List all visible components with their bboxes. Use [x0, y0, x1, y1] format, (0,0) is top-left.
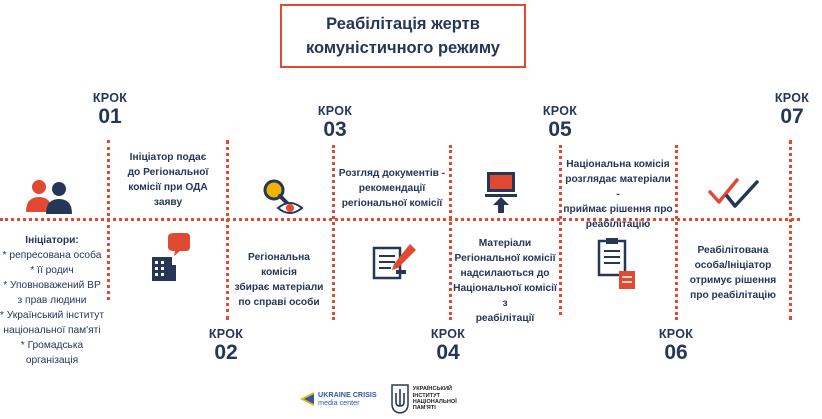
chat-city-icon	[148, 233, 192, 281]
step-01-label: КРОК 01	[92, 91, 128, 128]
step-07-label: КРОК 07	[774, 91, 810, 128]
connector-06	[675, 145, 678, 320]
step-04-text: Матеріали Регіональної комісії надсилаються до Національної комісії з реабілітації	[453, 238, 557, 324]
connector-05	[559, 145, 562, 315]
title-line-1: Реабілітація жертв	[326, 15, 480, 33]
step-05-label: КРОК 05	[542, 104, 578, 141]
step-04-label: КРОК 04	[430, 327, 466, 364]
ukraine-crisis-mark-icon	[300, 392, 314, 406]
step-06-text: Реабілітована особа/Ініціатор отримує рішення про реабілітацію	[689, 245, 777, 301]
connector-02	[226, 140, 229, 320]
trident-icon	[391, 384, 409, 414]
step-06-label: КРОК 06	[658, 327, 694, 364]
document-pen-icon	[372, 240, 420, 280]
step-03-label: КРОК 03	[317, 104, 353, 141]
step-01-text: Ініціатор подає до Регіональної комісії при ОДА заяву	[127, 152, 209, 208]
clipboard-documents-icon	[595, 237, 641, 291]
ukraine-crisis-logo: UKRAINE CRISIS media center	[300, 391, 377, 407]
magnifier-eye-icon	[262, 178, 306, 218]
step-02-label: КРОК 02	[208, 327, 244, 364]
timeline-line	[0, 218, 800, 221]
uinp-logo: УКРАЇНСЬКИЙ ІНСТИТУТ НАЦІОНАЛЬНОЇ ПАМ'ЯТІ	[391, 384, 457, 414]
step-02-text: Регіональна комісія збирає матеріали по справі особи	[234, 252, 324, 308]
step-03-text: Розгляд документів - рекомендації регіональної комісії	[338, 168, 446, 209]
connector-01	[107, 140, 110, 300]
connector-07	[789, 140, 792, 320]
people-icon	[24, 178, 76, 216]
initiators-list: Ініціатори: * репресована особа * її родич * Уповноважений ВР з прав людини * Український інститут національної пам'яті * Громадська організація	[0, 235, 105, 366]
double-check-icon	[707, 176, 761, 210]
title-box	[280, 4, 526, 68]
step-05-text: Національна комісія розглядає матеріали - приймає рішення про реабілітацію	[563, 159, 673, 230]
logos-row	[300, 382, 457, 416]
computer-upload-icon	[481, 170, 521, 214]
connector-03	[332, 145, 335, 320]
title-line-2: комуністичного режиму	[305, 39, 500, 57]
